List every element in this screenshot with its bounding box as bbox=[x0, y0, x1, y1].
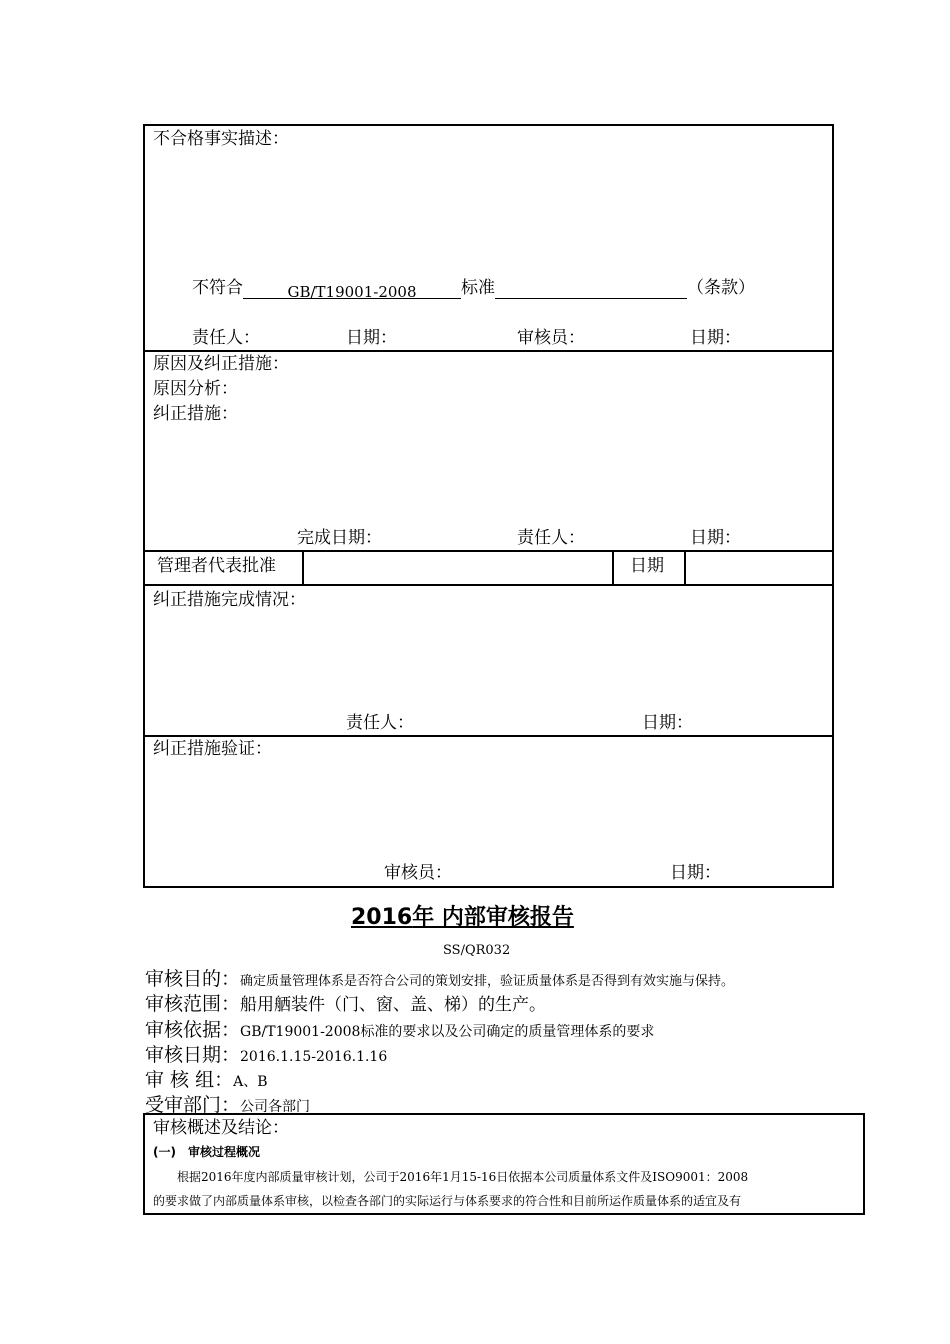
divider bbox=[143, 550, 834, 552]
divider bbox=[302, 550, 304, 585]
divider bbox=[612, 550, 614, 585]
cause-correction-label: 原因及纠正措施： bbox=[153, 354, 289, 374]
audited-dept-label: 受审部门： bbox=[145, 1094, 241, 1116]
divider bbox=[143, 735, 834, 737]
date-label: 日期： bbox=[670, 863, 721, 883]
divider bbox=[143, 350, 834, 352]
clause-suffix: （条款） bbox=[687, 278, 755, 298]
nonconformity-form bbox=[143, 124, 834, 888]
divider bbox=[684, 550, 686, 585]
nonconform-prefix: 不符合 bbox=[192, 278, 243, 298]
audit-team-row bbox=[145, 1065, 268, 1092]
auditor-label: 审核员： bbox=[384, 863, 452, 883]
clause-blank bbox=[495, 281, 687, 299]
audit-team-label: 审 核 组： bbox=[145, 1069, 234, 1091]
audit-date-row bbox=[145, 1040, 387, 1067]
date-label: 日期： bbox=[346, 328, 397, 348]
paragraph-line-1: 根据2016年度内部质量审核计划，公司于2016年1月15-16日依据本公司质量体系文件及ISO9001：2008 bbox=[177, 1170, 749, 1184]
audit-scope-row bbox=[145, 989, 546, 1016]
audit-purpose-row bbox=[145, 964, 734, 991]
audit-date-value: 2016.1.15-2016.1.16 bbox=[240, 1049, 388, 1065]
standard-code: GB/T19001-2008 bbox=[287, 283, 417, 301]
corrective-action-label: 纠正措施： bbox=[153, 404, 238, 424]
report-title-year: 2016 bbox=[351, 905, 413, 930]
audit-basis-value: GB/T19001-2008标准的要求以及公司确定的质量管理体系的要求 bbox=[240, 1024, 655, 1040]
mgmt-rep-approval-label: 管理者代表批准 bbox=[157, 556, 276, 576]
document-code: SS/QR032 bbox=[443, 943, 511, 958]
responsible-person-label: 责任人： bbox=[517, 528, 585, 548]
standard-suffix: 标准 bbox=[461, 278, 495, 298]
completion-date-label: 完成日期： bbox=[297, 528, 382, 548]
audited-dept-value: 公司各部门 bbox=[240, 1099, 311, 1115]
nonconformity-facts-label: 不合格事实描述： bbox=[153, 129, 289, 149]
audit-basis-label: 审核依据： bbox=[145, 1019, 241, 1041]
date-label: 日期： bbox=[690, 328, 741, 348]
audit-date-label: 审核日期： bbox=[145, 1044, 241, 1066]
audit-purpose-label: 审核目的： bbox=[145, 968, 241, 990]
audit-purpose-value: 确定质量管理体系是否符合公司的策划安排，验证质量体系是否得到有效实施与保持。 bbox=[240, 974, 735, 989]
auditor-label: 审核员： bbox=[517, 328, 585, 348]
standard-line bbox=[192, 277, 755, 299]
audit-scope-label: 审核范围： bbox=[145, 993, 241, 1015]
paragraph-line-2: 的要求做了内部质量体系审核，以检查各部门的实际运行与体系要求的符合性和目前所运作质量体系的适宜及有 bbox=[153, 1194, 742, 1208]
audit-basis-row bbox=[145, 1015, 654, 1042]
section-1-title: (一) 审核过程概况 bbox=[153, 1145, 260, 1159]
date-label: 日期： bbox=[642, 713, 693, 733]
divider bbox=[143, 584, 834, 586]
completion-status-label: 纠正措施完成情况： bbox=[153, 590, 306, 610]
cause-analysis-label: 原因分析： bbox=[153, 379, 238, 399]
responsible-person-label: 责任人： bbox=[192, 328, 260, 348]
responsible-person-label: 责任人： bbox=[346, 713, 414, 733]
standard-code-blank bbox=[243, 281, 461, 299]
report-title-text: 年 内部审核报告 bbox=[412, 905, 574, 930]
audit-team-value: A、B bbox=[233, 1074, 268, 1090]
verification-label: 纠正措施验证： bbox=[153, 739, 272, 759]
approval-date-label: 日期 bbox=[630, 556, 664, 576]
report-title bbox=[351, 900, 574, 931]
date-label: 日期： bbox=[690, 528, 741, 548]
audit-scope-value: 船用舾装件（门、窗、盖、梯）的生产。 bbox=[240, 995, 547, 1015]
summary-heading: 审核概述及结论： bbox=[153, 1118, 289, 1138]
